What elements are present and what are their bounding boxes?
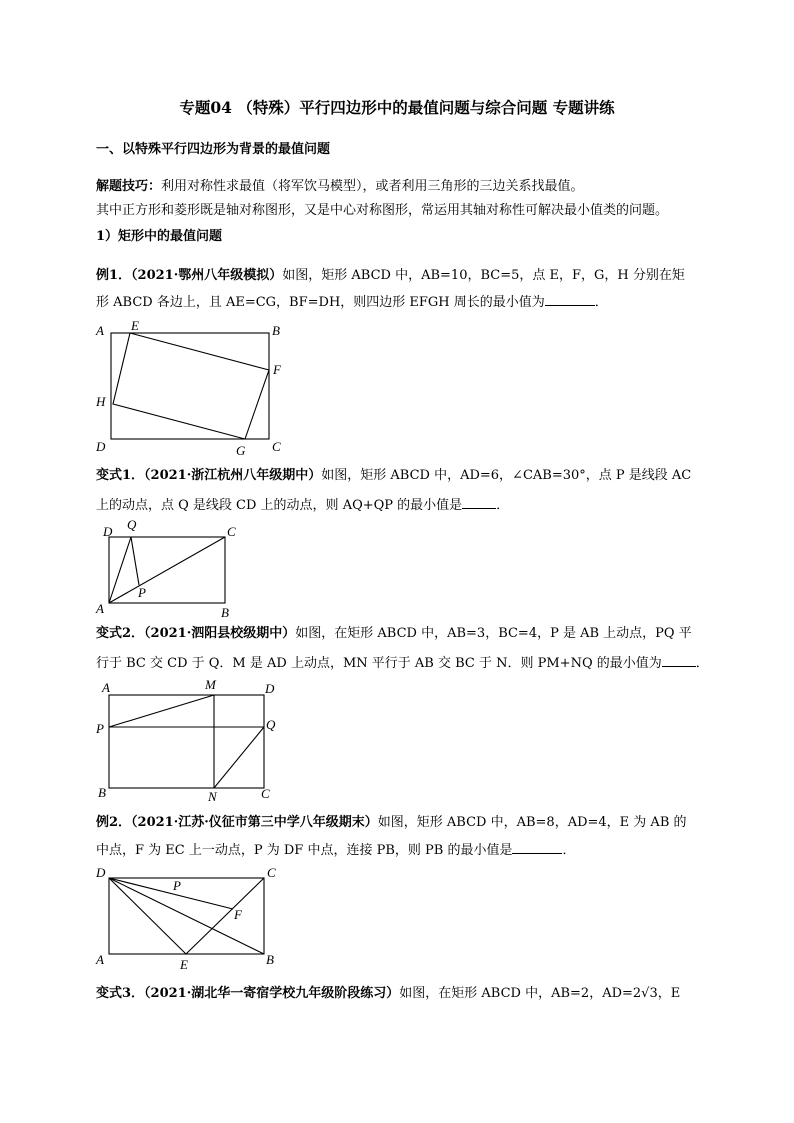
- example-1-label: 例1．: [96, 268, 132, 283]
- segment-ec: [186, 878, 264, 954]
- label-c: C: [227, 524, 236, 539]
- variant-2-label: 变式2．: [96, 626, 145, 641]
- label-g: G: [236, 443, 246, 458]
- variant-1-end: ．: [496, 498, 510, 513]
- tip-label: 解题技巧：: [96, 179, 162, 194]
- example-1-end: ．: [594, 295, 608, 310]
- label-p: P: [96, 721, 104, 736]
- example-2-source: （2021·江苏·仪征市第三中学八年级期末）: [131, 815, 378, 830]
- variant-2-source: （2021·泗阳县校级期中）: [144, 626, 296, 641]
- label-a: A: [96, 601, 104, 616]
- tip-line-2: 其中正方形和菱形既是轴对称图形，又是中心对称图形，常运用其轴对称性可解决最小值类的问题。: [96, 203, 669, 218]
- variant-3-text-1: 如图，在矩形 ABCD 中，AB=2，AD=2√3，E: [399, 986, 681, 1001]
- variant-1-text-2: 上的动点，点 Q 是线段 CD 上的动点，则 AQ+QP 的最小值是: [96, 498, 463, 513]
- label-q: Q: [266, 717, 276, 732]
- label-f: F: [273, 362, 281, 377]
- subsection-heading: 1）矩形中的最值问题: [96, 229, 223, 244]
- example-2-label: 例2．: [96, 815, 132, 830]
- label-m: M: [205, 677, 216, 692]
- variant-3-label: 变式3．: [96, 986, 145, 1001]
- variant-2-text-1: 如图，在矩形 ABCD 中，AB=3，BC=4，P 是 AB 上动点，PQ 平: [295, 626, 692, 641]
- label-b: B: [272, 323, 280, 338]
- example-2-text-2: 中点，F 为 EC 上一动点，P 为 DF 中点，连接 PB，则 PB 的最小值是: [96, 843, 513, 858]
- variant-1-text-1: 如图，矩形 ABCD 中，AD=6，∠CAB=30°，点 P 是线段 AC: [321, 468, 692, 483]
- example-1-source: （2021·鄂州八年级模拟）: [131, 268, 283, 283]
- label-c: C: [261, 786, 270, 801]
- label-a: A: [96, 323, 104, 338]
- label-b: B: [266, 952, 274, 967]
- label-e: E: [131, 318, 139, 333]
- example-1-text-2: 形 ABCD 各边上，且 AE=CG，BF=DH，则四边形 EFGH 周长的最小值为: [96, 295, 545, 310]
- label-d: D: [103, 524, 113, 539]
- label-f: F: [234, 907, 242, 922]
- label-c: C: [267, 865, 276, 880]
- page-title: 专题04 （特殊）平行四边形中的最值问题与综合问题 专题讲练: [179, 98, 615, 117]
- variant-2-text-2: 行于 BC 交 CD 于 Q．M 是 AD 上动点，MN 平行于 AB 交 BC 于 N．则 PM+NQ 的最小值为: [96, 656, 662, 671]
- label-d: D: [96, 439, 106, 454]
- label-a: A: [96, 952, 104, 967]
- example-2-end: ．: [562, 843, 576, 858]
- variant-1-label: 变式1．: [96, 468, 145, 483]
- label-a: A: [102, 680, 110, 695]
- label-b: B: [221, 605, 229, 620]
- example-1-text-1: 如图，矩形 ABCD 中，AB=10，BC=5，点 E，F，G，H 分别在矩: [282, 268, 685, 283]
- label-p: P: [138, 585, 146, 600]
- label-d: D: [96, 865, 106, 880]
- variant-1-source: （2021·浙江杭州八年级期中）: [144, 468, 322, 483]
- label-q: Q: [127, 517, 137, 532]
- label-n: N: [208, 789, 217, 804]
- label-e: E: [180, 957, 188, 972]
- section-heading: 一、以特殊平行四边形为背景的最值问题: [96, 142, 331, 157]
- label-h: H: [96, 394, 106, 409]
- label-p: P: [173, 878, 181, 893]
- label-c: C: [272, 439, 281, 454]
- variant-3-source: （2021·湖北华一寄宿学校九年级阶段练习）: [144, 986, 400, 1001]
- label-b: B: [98, 785, 106, 800]
- variant-2-end: ．: [695, 656, 709, 671]
- tip-text-1: 利用对称性求最值（将军饮马模型），或者利用三角形的三边关系找最值。: [161, 179, 584, 194]
- example-2-text-1: 如图，矩形 ABCD 中，AB=8，AD=4，E 为 AB 的: [377, 815, 687, 830]
- label-d: D: [265, 681, 275, 696]
- variant-3-line-1: [96, 984, 706, 1004]
- segment-df: [109, 878, 233, 909]
